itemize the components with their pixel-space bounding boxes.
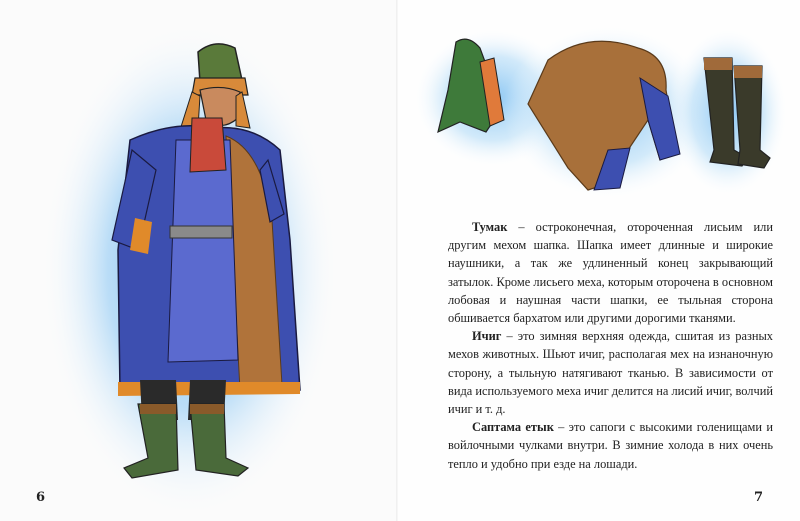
page-number-right: 7 — [754, 490, 764, 505]
man-in-coat-illustration — [0, 0, 398, 521]
paragraph-tumak — [448, 218, 773, 327]
page-number-left: 6 — [36, 490, 46, 505]
paragraph-text: – это сапоги с высокими голенищами и войлочными чулками внутри. В зимние холода в них очень тепло и удобно при езде на лошади. — [448, 420, 773, 471]
paragraph-saptama-etyk — [448, 418, 773, 473]
paragraph-text: – остроконечная, отороченная лисьим или другим мехом шапка. Шапка имеет длинные и широкие наушники, а так же удлиненный конец закрывающий затылок. Кроме лисьего меха, которым оторочена в основном лобовая и наушная части шапки, ее тыльная сторона обшивается бархатом или другими дорогими тканями. — [448, 220, 773, 326]
description-text — [448, 218, 773, 473]
clothing-items-illustration — [398, 0, 800, 210]
paragraph-text: – это зимняя верхняя одежда, сшитая из разных мехов животных. Шьют ичиг, располагая мех на изнаночную сторону, а тыльную натягивают тканью. В зависимости от вида используемого меха ичиг делится на лисий ичиг, волчий ичиг и т. д. — [448, 329, 773, 417]
term-tumak: Тумак — [472, 220, 508, 234]
right-page — [398, 0, 800, 521]
paragraph-ichig — [448, 327, 773, 418]
term-saptama-etyk: Саптама етык — [472, 420, 554, 435]
term-ichig: Ичиг — [472, 329, 502, 344]
left-page — [0, 0, 398, 521]
